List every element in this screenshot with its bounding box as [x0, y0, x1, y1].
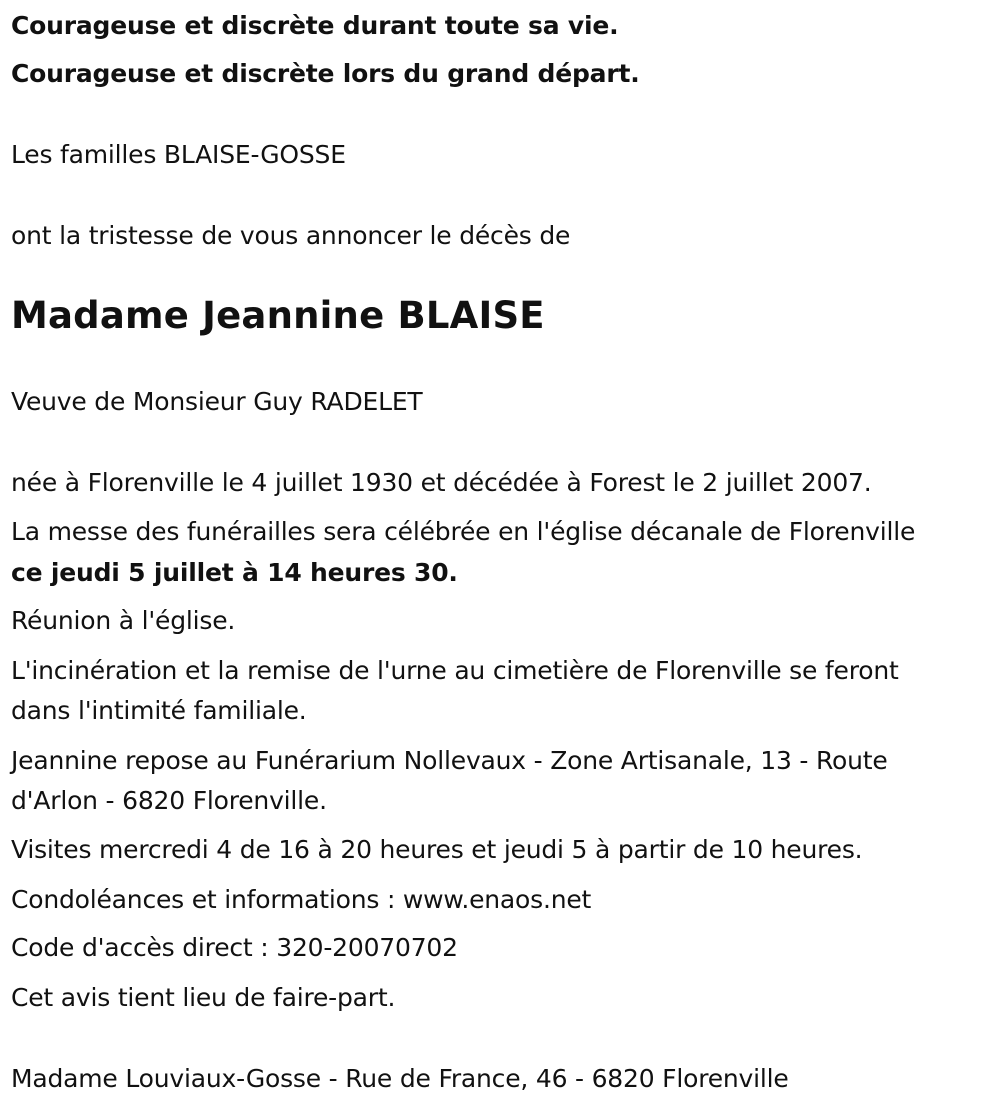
- tagline-1: Courageuse et discrète durant toute sa vie.: [11, 11, 619, 40]
- rests-line-1: Jeannine repose au Funérarium Nollevaux - Zone Artisanale, 13 - Route: [11, 746, 888, 775]
- contact-address-line: Madame Louviaux-Gosse - Rue de France, 46 - 6820 Florenville: [11, 1064, 789, 1093]
- cremation-line-2: dans l'intimité familiale.: [11, 696, 307, 725]
- cremation-line-1: L'incinération et la remise de l'urne au cimetière de Florenville se feront: [11, 656, 899, 685]
- rests-line-2: d'Arlon - 6820 Florenville.: [11, 786, 327, 815]
- funeral-mass-line: La messe des funérailles sera célébrée en l'église décanale de Florenville: [11, 517, 916, 546]
- condolences-line: Condoléances et informations : www.enaos.net: [11, 885, 592, 914]
- families-line: Les familles BLAISE-GOSSE: [11, 140, 346, 169]
- visits-line: Visites mercredi 4 de 16 à 20 heures et jeudi 5 à partir de 10 heures.: [11, 835, 863, 864]
- widow-of-line: Veuve de Monsieur Guy RADELET: [11, 387, 423, 416]
- notice-note-line: Cet avis tient lieu de faire-part.: [11, 983, 396, 1012]
- access-code-line: Code d'accès direct : 320-20070702: [11, 933, 458, 962]
- tagline-2: Courageuse et discrète lors du grand départ.: [11, 59, 640, 88]
- announcement-line: ont la tristesse de vous annoncer le décès de: [11, 221, 571, 250]
- meeting-line: Réunion à l'église.: [11, 606, 236, 635]
- birth-death-line: née à Florenville le 4 juillet 1930 et décédée à Forest le 2 juillet 2007.: [11, 468, 872, 497]
- deceased-name: Madame Jeannine BLAISE: [11, 294, 545, 337]
- funeral-time-line: ce jeudi 5 juillet à 14 heures 30.: [11, 558, 458, 587]
